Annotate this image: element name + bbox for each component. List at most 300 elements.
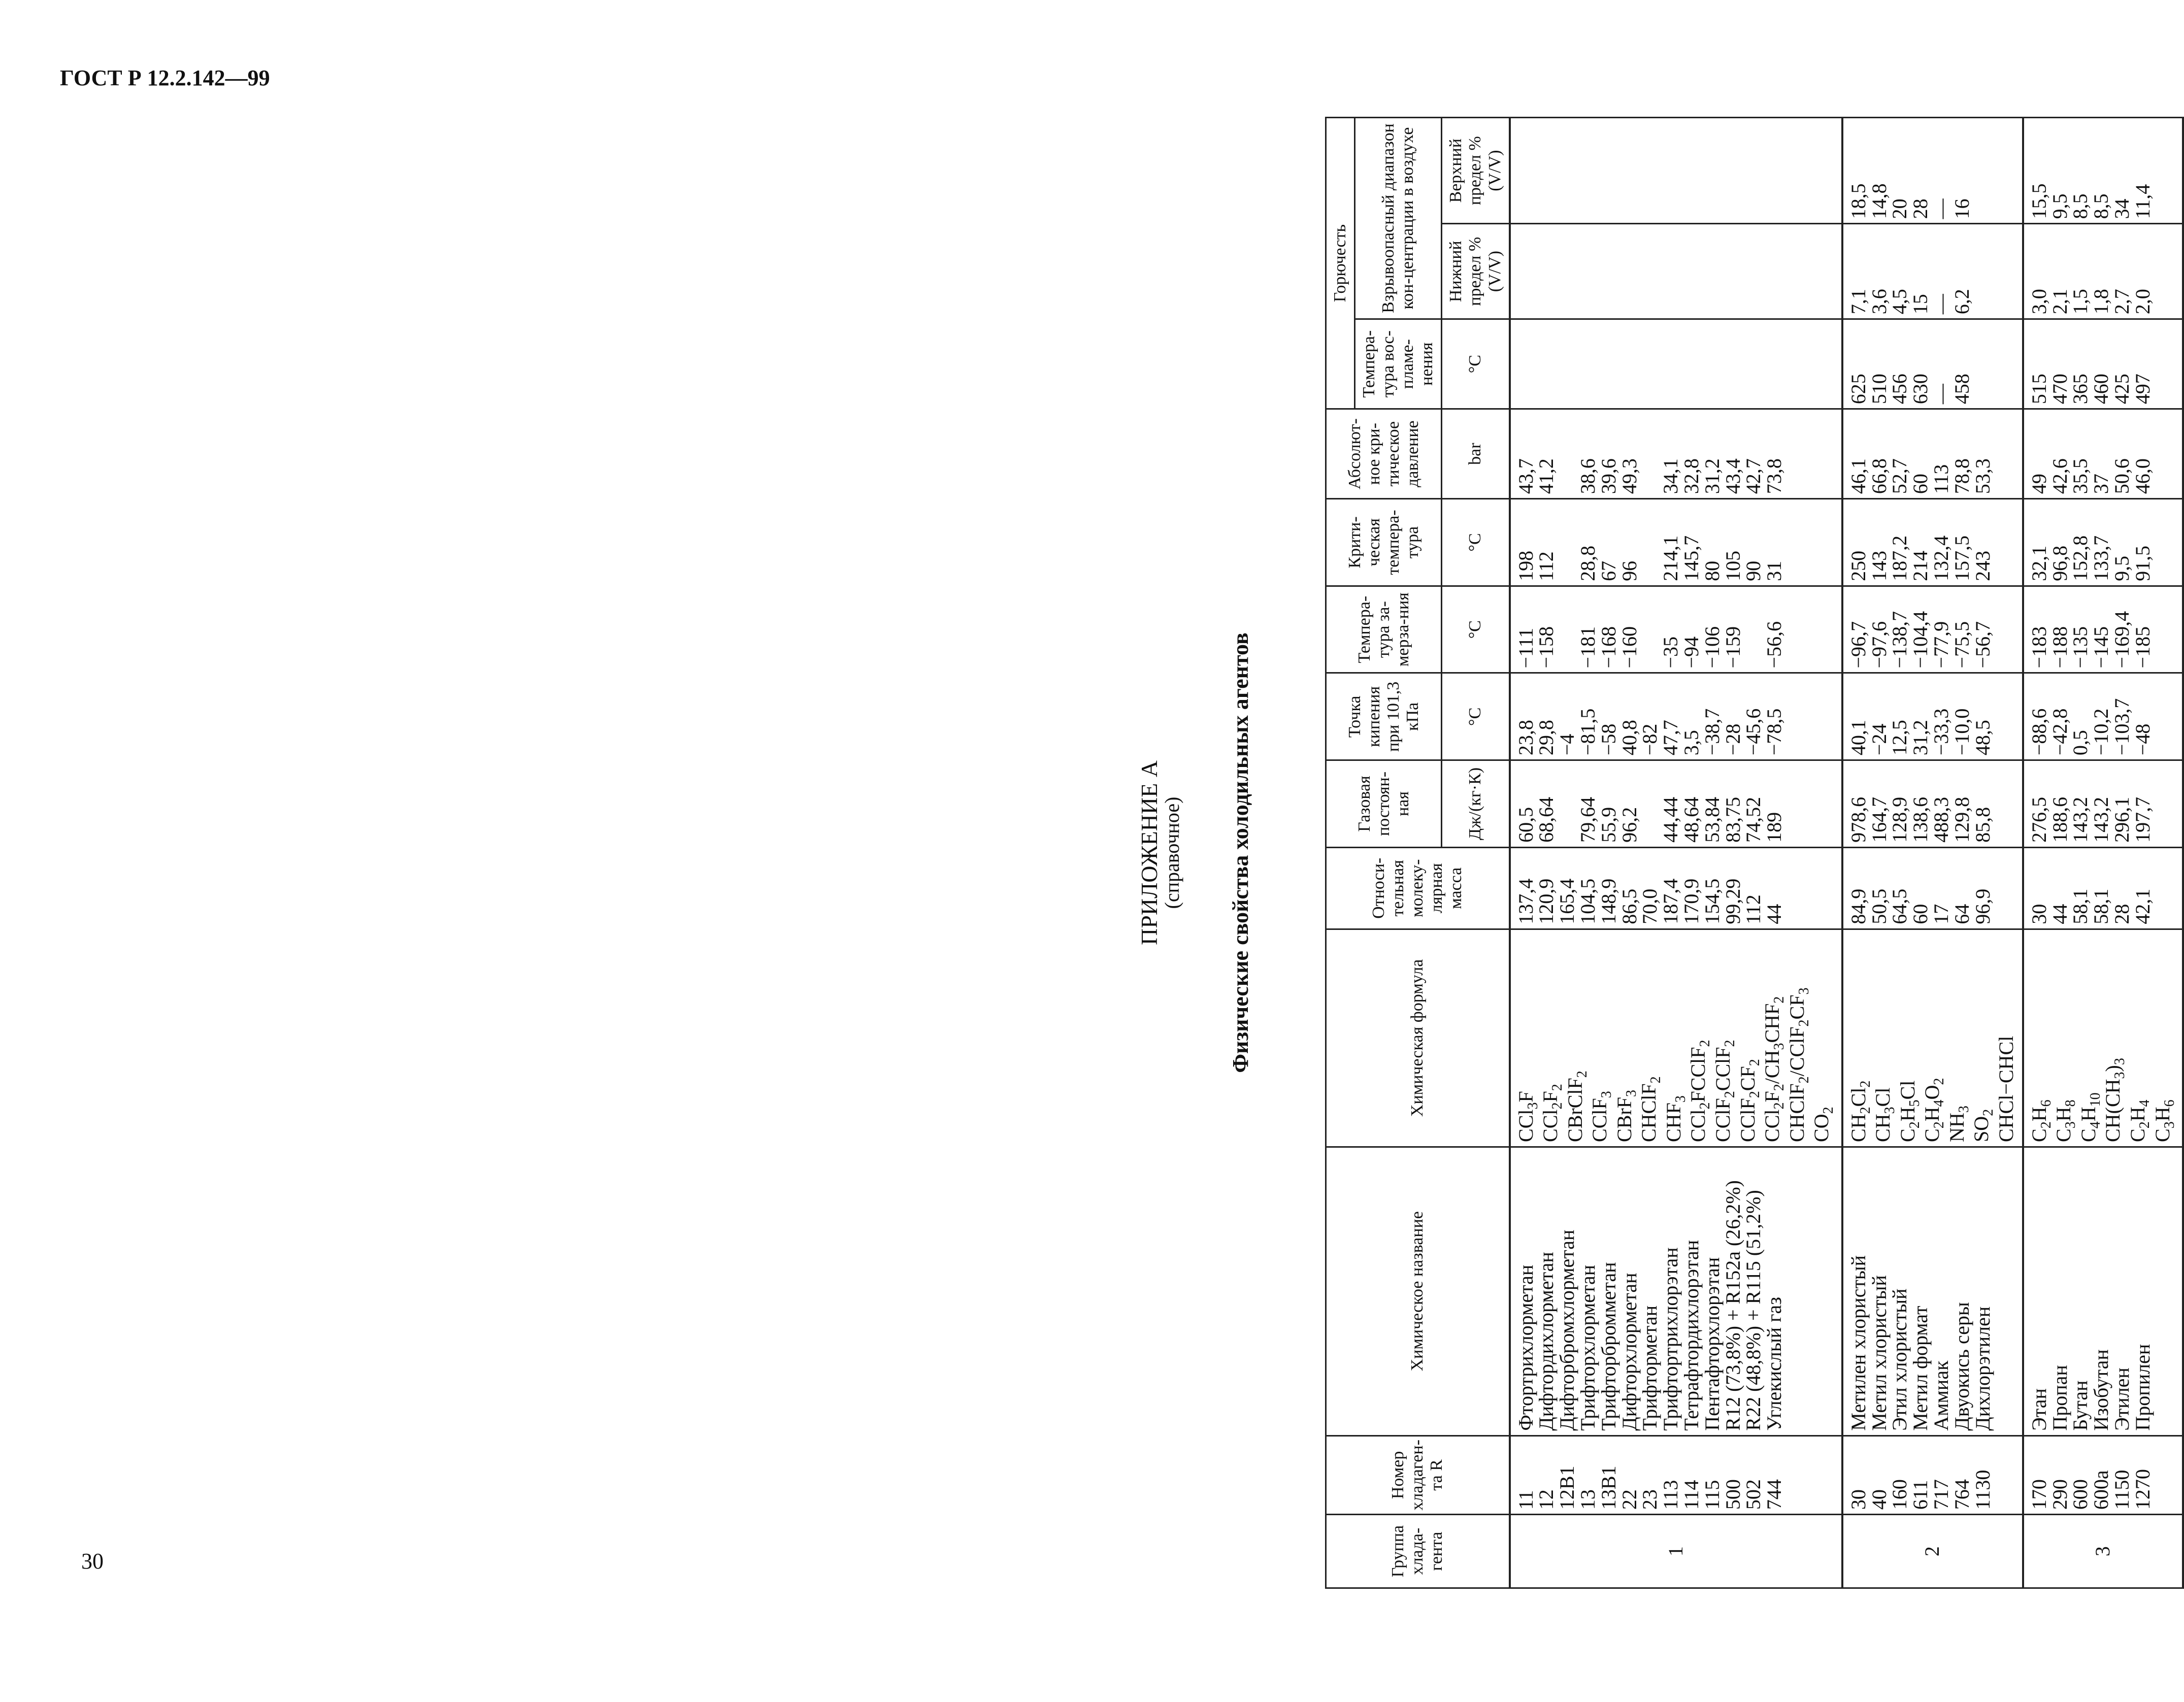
crit-press-cell — [2023, 409, 2183, 499]
cell-line: 96 — [1617, 560, 1641, 581]
cell-line: 96,8 — [2048, 545, 2071, 581]
cell-line: Этилен — [2110, 1367, 2133, 1431]
cell-line: Фтортрихлорметан — [1514, 1264, 1537, 1431]
cell-line: $C_3H_8$ — [2052, 1099, 2079, 1142]
cell-line: 11 — [1514, 1490, 1537, 1510]
refrigerants-table — [1325, 117, 2184, 1589]
cell-line: Этан — [2027, 1388, 2050, 1431]
cell-line: 44 — [2048, 904, 2071, 924]
cell-line: 128,9 — [1888, 796, 1911, 843]
cell-line — [1743, 591, 1764, 669]
cell-line: 157,5 — [1950, 535, 1973, 581]
cell-line: 145,7 — [1680, 535, 1703, 581]
cell-line: 600a — [2090, 1470, 2113, 1510]
cell-line: 28 — [2110, 904, 2133, 924]
unit-crit-press: bar — [1442, 409, 1510, 499]
cell-line: 73,8 — [1763, 458, 1786, 494]
cell-line: 41,2 — [1535, 458, 1558, 494]
formula-cell — [1842, 929, 2023, 1147]
cell-line: 7,1 — [1846, 289, 1870, 315]
cell-line: 30 — [1846, 1489, 1870, 1510]
ignition-cell — [2023, 319, 2183, 409]
cell-line: 32,8 — [1680, 458, 1703, 494]
mass-cell — [1842, 847, 2023, 929]
cell-line: 243 — [1971, 550, 1994, 581]
cell-line: 50,5 — [1867, 888, 1891, 924]
cell-line: 188,6 — [2048, 796, 2071, 843]
cell-line: −106 — [1700, 626, 1724, 669]
cell-line: 40,8 — [1617, 720, 1641, 756]
cell-line: 113 — [1659, 1480, 1682, 1510]
cell-line: 600 — [2069, 1479, 2092, 1510]
cell-line: 113 — [1929, 464, 1953, 494]
cell-line: 425 — [2110, 374, 2133, 405]
cell-line: −145 — [2090, 626, 2113, 669]
boil-cell — [2023, 673, 2183, 760]
cell-line: 34 — [2110, 198, 2133, 219]
unit-gas-const: Дж/(кг·К) — [1442, 760, 1510, 848]
cell-line: −42,8 — [2048, 708, 2071, 756]
header-flammability: Горючесть — [1326, 118, 1355, 409]
unit-boil: °C — [1442, 673, 1510, 760]
cell-line: 70,0 — [1638, 888, 1662, 924]
cell-line: Этил хлористый — [1888, 1288, 1911, 1431]
cell-line: 500 — [1721, 1479, 1744, 1510]
cell-line: 115 — [1700, 1480, 1724, 1510]
cell-line: −33,3 — [1929, 708, 1953, 756]
cell-line: 60 — [1909, 904, 1932, 924]
cell-line: 120,9 — [1535, 878, 1558, 924]
cell-line: −135 — [2069, 626, 2092, 669]
header-mass: Относи-тельная молеку-лярная масса — [1326, 847, 1510, 929]
cell-line: Пентафторхлорэтан — [1700, 1257, 1724, 1431]
cell-line: −188 — [2048, 626, 2071, 669]
header-number: Номер хладаген-та R — [1326, 1436, 1510, 1515]
cell-line: 214,1 — [1659, 535, 1682, 581]
cell-line: 458 — [1950, 374, 1973, 405]
cell-line: $C_2H_4$ — [2126, 1099, 2153, 1142]
cell-line — [1640, 504, 1661, 581]
cell-line: 31 — [1763, 560, 1786, 581]
crit-temp-cell — [2023, 499, 2183, 586]
cell-line: 37 — [2090, 474, 2113, 494]
cell-line: −97,6 — [1867, 621, 1891, 669]
cell-line: 456 — [1888, 374, 1911, 405]
cell-line: 214 — [1909, 550, 1932, 581]
cell-line: 2,7 — [2110, 289, 2133, 315]
cell-line: −158 — [1535, 626, 1558, 669]
cell-line: 96,9 — [1971, 888, 1994, 924]
cell-line: 1270 — [2131, 1469, 2154, 1510]
header-crit-temp: Крити-ческая темпера-тура — [1326, 499, 1442, 586]
group-cell: 2 — [1842, 1515, 2023, 1588]
table-title: Физические свойства холодильных агентов — [1228, 632, 1253, 1073]
cell-line — [1557, 591, 1578, 669]
cell-line: 79,64 — [1576, 796, 1600, 843]
header-explosive: Взрывоопасный диапазон кон-центрации в воздухе — [1355, 118, 1442, 319]
cell-line: −56,6 — [1763, 621, 1786, 669]
header-boil: Точка кипения при 101,3 кПа — [1326, 673, 1442, 760]
cell-line: −28 — [1721, 723, 1744, 756]
cell-line: $CH_3Cl$ — [1871, 1087, 1898, 1142]
cell-line: 164,7 — [1867, 796, 1891, 843]
group-row-1 — [1510, 118, 1842, 1588]
cell-line: −185 — [2131, 626, 2154, 669]
header-ignition: Темпера-тура вос-пламе-нения — [1355, 319, 1442, 409]
cell-line — [1640, 414, 1661, 494]
cell-line: $CO_2$ — [1810, 1107, 1837, 1142]
cell-line: 13 — [1576, 1489, 1600, 1510]
cell-line: 48,5 — [1971, 720, 1994, 756]
header-lower: Нижний предел % (V/V) — [1442, 224, 1510, 319]
cell-line: 49 — [2027, 474, 2050, 494]
header-crit-press: Абсолют-ное кри-тическое давление — [1326, 409, 1442, 499]
cell-line: 143,2 — [2069, 796, 2092, 843]
cell-line: 17 — [1929, 904, 1953, 924]
cell-line: 276,5 — [2027, 796, 2050, 843]
cell-line: 12B1 — [1556, 1465, 1579, 1510]
page-header: ГОСТ Р 12.2.142—99 — [60, 65, 270, 90]
cell-line: Метилен хлористый — [1846, 1255, 1870, 1431]
cell-line: 0,5 — [2069, 730, 2092, 756]
ignition-cell — [1842, 319, 2023, 409]
cell-line: 112 — [1742, 894, 1765, 924]
cell-line: −104,4 — [1909, 611, 1932, 669]
cell-line: 11,4 — [2131, 184, 2154, 219]
cell-line: −75,5 — [1950, 621, 1973, 669]
cell-line: 197,7 — [2131, 796, 2154, 843]
cell-line: 187,4 — [1659, 878, 1682, 924]
cell-line: 48,64 — [1680, 796, 1703, 843]
cell-line: 78,8 — [1950, 458, 1973, 494]
cell-line: 497 — [2131, 374, 2154, 405]
cell-line — [1557, 414, 1578, 494]
cell-line: 12 — [1535, 1489, 1558, 1510]
ignition-cell — [1510, 319, 1842, 409]
cell-line: 68,64 — [1535, 796, 1558, 843]
cell-line: Пропан — [2048, 1365, 2071, 1431]
cell-line: 23,8 — [1514, 720, 1537, 756]
cell-line: 189 — [1763, 812, 1786, 843]
cell-line: Дифторхлорметан — [1617, 1273, 1641, 1431]
cell-line: −58 — [1597, 723, 1620, 756]
cell-line: 296,1 — [2110, 796, 2133, 843]
cell-line: −77,9 — [1929, 621, 1953, 669]
cell-line: 1,8 — [2090, 289, 2113, 315]
cell-line: Изобутан — [2090, 1349, 2113, 1431]
cell-line: Дифторбромхлорметан — [1556, 1229, 1579, 1431]
cell-line: $C_2H_5Cl$ — [1896, 1080, 1923, 1142]
cell-line: 8,5 — [2069, 193, 2092, 219]
cell-line: −38,7 — [1700, 708, 1724, 756]
unit-freeze: °C — [1442, 586, 1510, 673]
cell-line: 3,6 — [1867, 289, 1891, 315]
cell-line: −78,5 — [1763, 708, 1786, 756]
cell-line: 3,0 — [2027, 289, 2050, 315]
cell-line: — — [1929, 384, 1953, 405]
cell-line: 170 — [2027, 1479, 2050, 1510]
cell-line: 50,6 — [2110, 458, 2133, 494]
cell-line: 28 — [1909, 198, 1932, 219]
cell-line: −82 — [1638, 723, 1662, 756]
cell-line: 43,4 — [1721, 458, 1744, 494]
cell-line: $C_3H_6$ — [2150, 1099, 2177, 1142]
cell-line: −48 — [2131, 723, 2154, 756]
header-upper: Верхний предел % (V/V) — [1442, 118, 1510, 224]
cell-line: 91,5 — [2131, 545, 2154, 581]
cell-line: 52,7 — [1888, 458, 1911, 494]
cell-line: CClF$_2$CClF$_2$ — [1711, 1040, 1738, 1142]
lower-cell — [2023, 224, 2183, 319]
cell-line: 114 — [1680, 1480, 1703, 1510]
cell-line: 717 — [1929, 1479, 1953, 1510]
cell-line: 170,9 — [1680, 878, 1703, 924]
cell-line: 39,6 — [1597, 458, 1620, 494]
cell-line: 625 — [1846, 374, 1870, 405]
cell-line: 502 — [1742, 1479, 1765, 1510]
unit-crit-temp: °C — [1442, 499, 1510, 586]
cell-line: 132,4 — [1929, 535, 1953, 581]
cell-line: 90 — [1742, 560, 1765, 581]
cell-line: 60 — [1909, 474, 1932, 494]
cell-line: 250 — [1846, 550, 1870, 581]
cell-line: −138,7 — [1888, 611, 1911, 669]
lower-cell — [1510, 224, 1842, 319]
cell-line: 152,8 — [2069, 535, 2092, 581]
cell-line: −94 — [1680, 636, 1703, 669]
cell-line: CHClF$_2$ — [1637, 1076, 1664, 1142]
cell-line: 23 — [1638, 1489, 1662, 1510]
freeze-cell — [1842, 586, 2023, 673]
cell-line: −96,7 — [1846, 621, 1870, 669]
page-number: 30 — [81, 1549, 104, 1574]
cell-line: 187,2 — [1888, 535, 1911, 581]
cell-line: R22 (48,8%) + R115 (51,2%) — [1742, 1190, 1765, 1431]
cell-line: 104,5 — [1576, 878, 1600, 924]
cell-line: 143,2 — [2090, 796, 2113, 843]
cell-line: 630 — [1909, 374, 1932, 405]
cell-line: 58,1 — [2069, 888, 2092, 924]
cell-line: 44 — [1763, 904, 1786, 924]
cell-line: Трифторметан — [1638, 1305, 1662, 1431]
cell-line: CBrF$_3$ — [1612, 1090, 1639, 1142]
cell-line: 49,3 — [1617, 458, 1641, 494]
cell-line: 18,5 — [1846, 183, 1870, 219]
cell-line: CBrClF$_2$ — [1563, 1071, 1590, 1142]
cell-line: Тетрафтордихлорэтан — [1680, 1240, 1703, 1431]
cell-line: $CHF_3$ — [1662, 1095, 1689, 1142]
cell-line: 31,2 — [1909, 720, 1932, 756]
cell-line: CCl$_2$FCClF$_2$ — [1686, 1040, 1713, 1142]
cell-line: 85,8 — [1971, 807, 1994, 843]
cell-line: −45,6 — [1742, 708, 1765, 756]
cell-line — [1557, 765, 1578, 843]
boil-cell — [1510, 673, 1842, 760]
cell-line: 15,5 — [2027, 183, 2050, 219]
cell-line: $C_2H_6$ — [2027, 1099, 2054, 1142]
cell-line: 55,9 — [1597, 807, 1620, 843]
cell-line: 99,29 — [1721, 878, 1744, 924]
group-cell: 3 — [2023, 1515, 2183, 1588]
cell-line: $CH_2Cl_2$ — [1846, 1080, 1873, 1142]
number-cell — [1842, 1436, 2023, 1515]
cell-line: −10,2 — [2090, 708, 2113, 756]
freeze-cell — [2023, 586, 2183, 673]
gas-const-cell — [1842, 760, 2023, 848]
cell-line: $CH(CH_3)_3$ — [2101, 1058, 2128, 1142]
cell-line: 129,8 — [1950, 796, 1973, 843]
cell-line: 515 — [2027, 374, 2050, 405]
cell-line: 160 — [1888, 1479, 1911, 1510]
cell-line: — — [1929, 198, 1953, 219]
cell-line: −169,4 — [2110, 611, 2133, 669]
cell-line: 42,7 — [1742, 458, 1765, 494]
cell-line: 133,7 — [2090, 535, 2113, 581]
cell-line: — — [1929, 294, 1953, 315]
number-cell — [1510, 1436, 1842, 1515]
cell-line: 60,5 — [1514, 807, 1537, 843]
cell-line: CCl$_3$F — [1514, 1091, 1541, 1142]
cell-line: $CHClF_2/CClF_2CF_3$ — [1785, 987, 1812, 1142]
cell-line: 16 — [1950, 198, 1973, 219]
cell-line: −183 — [2027, 626, 2050, 669]
cell-line: 42,6 — [2048, 458, 2071, 494]
appendix-title: ПРИЛОЖЕНИЕ А — [1136, 760, 1162, 945]
cell-line: −159 — [1721, 626, 1744, 669]
cell-line: R12 (73,8%) + R152a (26,2%) — [1721, 1180, 1744, 1431]
cell-line: 148,9 — [1597, 878, 1620, 924]
cell-line: Двуокись серы — [1950, 1302, 1973, 1431]
cell-line: −181 — [1576, 626, 1600, 669]
cell-line: 44,44 — [1659, 796, 1682, 843]
upper-cell — [2023, 118, 2183, 224]
cell-line: 198 — [1514, 550, 1537, 581]
crit-press-cell — [1842, 409, 2023, 499]
boil-cell — [1842, 673, 2023, 760]
cell-line: 46,1 — [1846, 458, 1870, 494]
cell-line: −4 — [1556, 733, 1579, 756]
cell-line: Трифторхлорметан — [1576, 1264, 1600, 1431]
cell-line: 9,5 — [2110, 555, 2133, 581]
cell-line — [1557, 504, 1578, 581]
cell-line: 611 — [1909, 1480, 1932, 1510]
cell-line: 22 — [1617, 1489, 1641, 1510]
cell-line: −103,7 — [2110, 698, 2133, 756]
cell-line: Аммиак — [1929, 1360, 1953, 1431]
cell-line: 1,5 — [2069, 289, 2092, 315]
cell-line: 978,6 — [1846, 796, 1870, 843]
cell-line: 12,5 — [1888, 720, 1911, 756]
cell-line: −160 — [1617, 626, 1641, 669]
formula-cell — [2023, 929, 2183, 1147]
cell-line: 47,7 — [1659, 720, 1682, 756]
cell-line: −56,7 — [1971, 621, 1994, 669]
cell-line: 6,2 — [1950, 289, 1973, 315]
cell-line: Бутан — [2069, 1380, 2092, 1431]
name-cell — [2023, 1147, 2183, 1436]
gas-const-cell — [2023, 760, 2183, 848]
cell-line: $CCl_2F_2$ — [1539, 1084, 1566, 1142]
crit-temp-cell — [1510, 499, 1842, 586]
header-group: Группа хлада-гента — [1326, 1515, 1510, 1588]
cell-line: 14,8 — [1867, 183, 1891, 219]
group-row-2 — [1842, 118, 2023, 1588]
cell-line: 42,1 — [2131, 888, 2154, 924]
cell-line: 154,5 — [1700, 878, 1724, 924]
cell-line: 2,0 — [2131, 289, 2154, 315]
cell-line: 64,5 — [1888, 888, 1911, 924]
cell-line: 488,3 — [1929, 796, 1953, 843]
cell-line: 53,84 — [1700, 796, 1724, 843]
cell-line: 66,8 — [1867, 458, 1891, 494]
cell-line: Трифторбромметан — [1597, 1262, 1620, 1431]
gas-const-cell — [1510, 760, 1842, 848]
cell-line: 80 — [1700, 560, 1724, 581]
cell-line: 34,1 — [1659, 458, 1682, 494]
cell-line: 74,52 — [1742, 796, 1765, 843]
cell-line: 744 — [1763, 1479, 1786, 1510]
cell-line: 20 — [1888, 198, 1911, 219]
cell-line: Метил формат — [1909, 1306, 1932, 1431]
cell-line: $SO_2$ — [1970, 1109, 1997, 1142]
cell-line: 83,75 — [1721, 796, 1744, 843]
rotated-content — [1136, 117, 2177, 1589]
cell-line: 3,5 — [1680, 730, 1703, 756]
cell-line: 105 — [1721, 550, 1744, 581]
cell-line: Трифтортрихлорэтан — [1659, 1247, 1682, 1431]
cell-line: 32,1 — [2027, 545, 2050, 581]
cell-line: 460 — [2090, 374, 2113, 405]
crit-press-cell — [1510, 409, 1842, 499]
cell-line: 43,7 — [1514, 458, 1537, 494]
cell-line: −10,0 — [1950, 708, 1973, 756]
cell-line: $C_4H_{10}$ — [2076, 1092, 2103, 1142]
cell-line: 510 — [1867, 374, 1891, 405]
cell-line: CClF$_3$ — [1588, 1091, 1615, 1142]
cell-line: −88,6 — [2027, 708, 2050, 756]
number-cell — [2023, 1436, 2183, 1515]
group-cell: 1 — [1510, 1515, 1842, 1588]
cell-line: 470 — [2048, 374, 2071, 405]
cell-line: 4,5 — [1888, 289, 1911, 315]
cell-line: 84,9 — [1846, 888, 1870, 924]
cell-line: $NH_3$ — [1945, 1106, 1972, 1142]
cell-line: 40 — [1867, 1489, 1891, 1510]
unit-ignition: °C — [1442, 319, 1510, 409]
formula-cell — [1510, 929, 1842, 1147]
cell-line: Метил хлористый — [1867, 1275, 1891, 1431]
cell-line: 35,5 — [2069, 458, 2092, 494]
header-gas-const: Газовая постоян-ная — [1326, 760, 1442, 848]
cell-line: 31,2 — [1700, 458, 1724, 494]
cell-line: −111 — [1514, 627, 1537, 669]
cell-line — [1640, 591, 1661, 669]
cell-line: 764 — [1950, 1479, 1973, 1510]
cell-line: 112 — [1535, 551, 1558, 581]
upper-cell — [1842, 118, 2023, 224]
appendix-heading — [1137, 117, 1183, 1589]
cell-line: Дихлорэтилен — [1971, 1306, 1994, 1431]
cell-line: $CClF_2CF_2$ — [1736, 1059, 1763, 1142]
cell-line: $CCl_2F_2/CH_3CHF_2$ — [1761, 996, 1788, 1142]
cell-line: −168 — [1597, 626, 1620, 669]
cell-line: 8,5 — [2090, 193, 2113, 219]
cell-line: 9,5 — [2048, 193, 2071, 219]
cell-line: 290 — [2048, 1479, 2071, 1510]
cell-line: 28,8 — [1576, 545, 1600, 581]
crit-temp-cell — [1842, 499, 2023, 586]
cell-line: Пропилен — [2131, 1344, 2154, 1431]
